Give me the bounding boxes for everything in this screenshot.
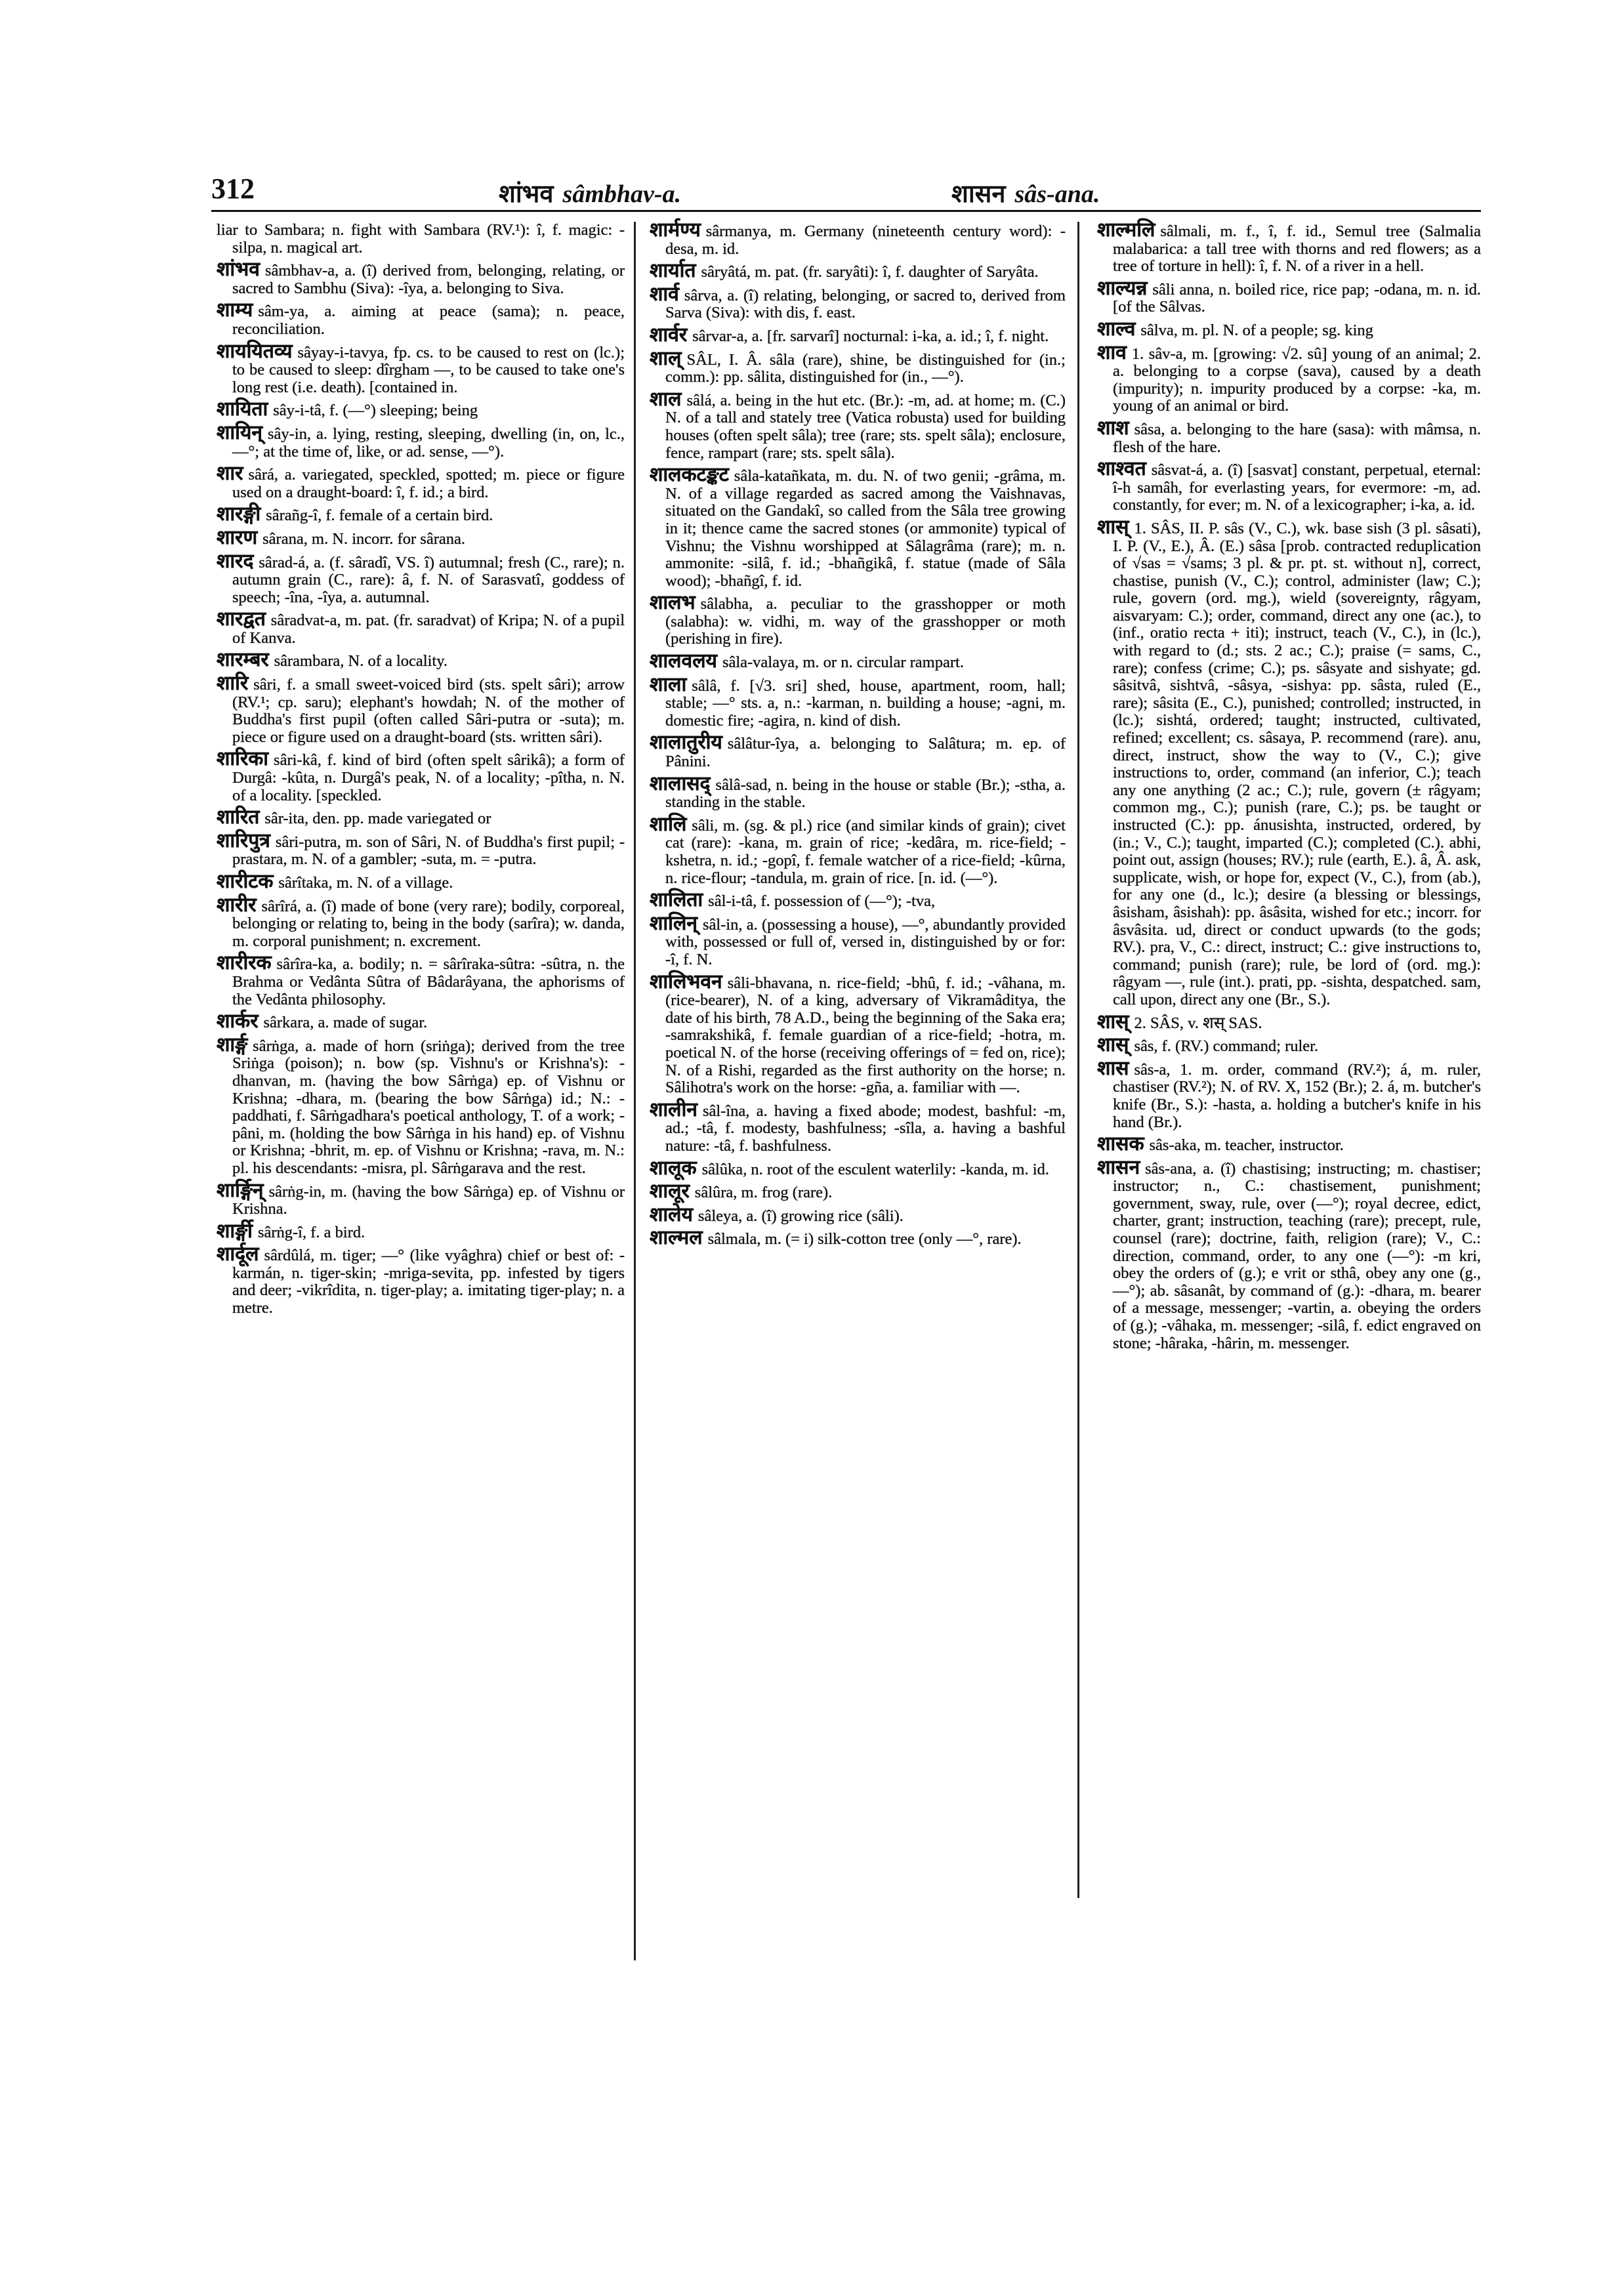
entry-text: sâli, m. (sg. & pl.) rice (and similar kinds of grain); civet cat (rare): -kana, m. grain of rice; -kedâra, m. rice-field; -kshetra, n. id.; -gopî, f. female watcher of a rice-field; -kûrna, n. rice-flour; -tandula, m. grain of rice. [n. id. (—°).	[665, 816, 1066, 887]
dictionary-entry	[650, 218, 1066, 258]
running-head-right-latin: sâs-ana.	[1014, 180, 1100, 208]
dictionary-entry	[217, 1243, 625, 1317]
headword-devanagari: शाला	[650, 672, 687, 696]
entry-text: sârana, m. N. incorr. for sârana.	[262, 529, 465, 548]
entry-text: sârva, a. (î) relating, belonging, or sacred to, derived from Sarva (Siva): with dis, f. east.	[665, 286, 1066, 322]
running-head-right	[951, 176, 1100, 210]
entry-text: 2. SÂS, v. शस् SAS.	[1134, 1014, 1262, 1032]
entry-text: sârambara, N. of a locality.	[274, 652, 448, 671]
dictionary-entry	[1097, 1056, 1481, 1131]
dictionary-entry	[1097, 1033, 1481, 1057]
headword-devanagari: शार्दूल	[217, 1243, 259, 1266]
entry-text: sâlâ, f. [√3. sri] shed, house, apartment, room, hall; stable; —° sts. a, n.: -karman, n. building a house; -agni, m. domestic fire; -agira, n. kind of dish.	[665, 676, 1066, 730]
dictionary-entry	[217, 829, 625, 869]
headword-devanagari: शाम्य	[217, 299, 253, 322]
entry-text: sâyay-i-tavya, fp. cs. to be caused to rest on (lc.); to be caused to sleep: dîrgham —, to be caused to take one's long rest (i.e. death). [contained in.	[232, 343, 625, 396]
entry-text: sârañg-î, f. female of a certain bird.	[266, 507, 493, 525]
headword-devanagari: शास्	[1097, 515, 1129, 539]
headword-devanagari: शार्व	[650, 282, 679, 306]
dictionary-entry	[1097, 457, 1481, 514]
headword-devanagari: शालेय	[650, 1203, 693, 1226]
headword-devanagari: शार्ङ्गी	[217, 1219, 253, 1243]
dictionary-entry	[650, 888, 1066, 912]
entry-text: sâla-valaya, m. or n. circular rampart.	[722, 653, 964, 672]
running-head-left	[499, 176, 681, 210]
entry-text: sârmanya, m. Germany (nineteenth century word): -desa, m. id.	[665, 222, 1066, 258]
dictionary-entry	[217, 222, 625, 257]
entry-text: sârkara, a. made of sugar.	[263, 1014, 428, 1032]
headword-devanagari: शालि	[650, 812, 687, 836]
headword-devanagari: शालूर	[650, 1180, 690, 1203]
dictionary-entry	[1097, 1010, 1481, 1033]
headword-devanagari: शालवलय	[650, 650, 717, 673]
dictionary-entry	[217, 258, 625, 297]
entry-text: sây-in, a. lying, resting, sleeping, dwelling (in, on, lc., —°; at the time of, like, or ad. sense, —°).	[232, 424, 625, 461]
headword-devanagari: शार्कर	[217, 1010, 259, 1033]
dictionary-entry	[650, 346, 1066, 386]
dictionary-entry	[217, 339, 625, 397]
headword-devanagari: शाश	[1097, 416, 1129, 440]
dictionary-entry	[217, 870, 625, 893]
headword-devanagari: शालकटङ्कट	[650, 463, 729, 487]
column-middle	[650, 218, 1066, 1253]
headword-devanagari: शार्वर	[650, 323, 688, 346]
headword-devanagari: शालूक	[650, 1156, 697, 1180]
headword-devanagari: शारङ्गी	[217, 503, 261, 526]
entry-text: sârvar-a, a. [fr. sarvarî] nocturnal: i-ka, a. id.; î, f. night.	[692, 327, 1049, 345]
dictionary-entry	[650, 1226, 1066, 1250]
entry-text: sâlûka, n. root of the esculent waterlily: -kanda, m. id.	[701, 1160, 1049, 1178]
dictionary-entry	[1097, 218, 1481, 276]
entry-text: sâla-katañkata, m. du. N. of two genii; -grâma, m. N. of a village regarded as sacred among the Vaishnavas, situated on the Gandakî, so called from the Sâla tree growing in it; thence came the sacred stones (or ammonite) typical of Vishnu; the Vishnu worshipped at Sâlagrâma (rare); m. n. ammonite: -silâ, f. id.; -bhañgikâ, f. statue (made of Sâla wood); -bhañgî, f. id.	[665, 467, 1066, 590]
entry-text: sâlâtur-îya, a. belonging to Salâtura; m. ep. of Pânini.	[665, 735, 1066, 771]
dictionary-entry	[217, 398, 625, 421]
entry-text: sâryâtá, m. pat. (fr. saryâti): î, f. daughter of Saryâta.	[701, 263, 1039, 281]
column-divider	[634, 222, 636, 1960]
headword-devanagari: शालिन्	[650, 911, 697, 935]
headword-devanagari: शारण	[217, 526, 258, 549]
headword-devanagari: शारीटक	[217, 870, 274, 893]
headword-devanagari: शाव	[1097, 341, 1127, 364]
dictionary-entry	[217, 526, 625, 549]
dictionary-entry	[217, 421, 625, 461]
dictionary-entry	[650, 387, 1066, 462]
dictionary-entry	[650, 282, 1066, 322]
headword-devanagari: शालासद्	[650, 772, 711, 795]
headword-devanagari: शास्	[1097, 1010, 1129, 1033]
dictionary-entry	[650, 1098, 1066, 1155]
headword-devanagari: शाल्यन्न	[1097, 276, 1148, 300]
headword-devanagari: शाययितव्य	[217, 339, 293, 363]
entry-text: liar to Sambara; n. fight with Sambara (RV.¹): î, f. magic: -silpa, n. magical art.	[217, 221, 625, 257]
entry-text: sâri, f. a small sweet-voiced bird (sts. spelt sâri); arrow (RV.¹; cp. saru); elephant's howdah; N. of the mother of Buddha's first pupil (often called Sâri-putra or -suta); m. piece or figure used on a draught-board (sts. written sâri).	[232, 676, 625, 746]
entry-text: sâl-îna, a. having a fixed abode; modest, bashful: -m, ad.; -tâ, f. modesty, bashfulness; -sîla, a. having a bashful nature: -tâ, f. bashfulness.	[665, 1102, 1066, 1155]
entry-text: 1. sâv-a, m. [growing: √2. sû] young of an animal; 2. a. belonging to a corpse (sava), caused by a death (impurity); n. impurity produced by a corpse: -ka, m. young of an animal or bird.	[1113, 344, 1481, 415]
entry-text: sârá, a. variegated, speckled, spotted; m. piece or figure used on a draught-board: î, f. id.; a bird.	[232, 466, 625, 501]
entry-text: sâlá, a. being in the hut etc. (Br.): -m, ad. at home; m. (C.) N. of a tall and stately tree (Vatica robusta) used for building houses (often spelt sâla); tree (rare; sts. spelt sâla); enclosure, fence, rampart (rare; sts. spelt sâla).	[665, 391, 1066, 462]
entry-text: sârîtaka, m. N. of a village.	[278, 874, 453, 892]
running-head-right-devanagari: शासन	[951, 180, 1006, 208]
entry-text: sâradvat-a, m. pat. (fr. saradvat) of Kripa; N. of a pupil of Kanva.	[232, 611, 625, 647]
dictionary-entry	[1097, 317, 1481, 341]
page-number: 312	[211, 173, 255, 205]
headword-devanagari: शाश्वत	[1097, 457, 1146, 481]
entry-text: sâs-ana, a. (î) chastising; instructing; m. chastiser; instructor; n., C.: chastisement, punishment; government, sway, rule, over (—°); royal decree, edict, charter, grant; instruction, teaching (rare); precept, rule, counsel (rare); doctrine, faith, religion (rare); V., C.: direction, command, order, to any one (—°): -m kri, obey the orders of (g.); e vrit or sthâ, obey any one (g., —°); ab. sâsanât, by command of (g.): -dhara, m. bearer of a message, messenger; -vartin, a. obeying the orders of (g.); -vâhaka, m. messenger; -silâ, f. edict engraved on stone; -hâraka, -hârin, m. messenger.	[1113, 1159, 1481, 1352]
dictionary-entry	[650, 911, 1066, 969]
dictionary-entry	[650, 650, 1066, 673]
entry-text: sâri-putra, m. son of Sâri, N. of Buddha's first pupil; -prastara, m. N. of a gambler; -suta, m. = -putra.	[232, 833, 625, 869]
headword-devanagari: शालीन	[650, 1098, 697, 1121]
dictionary-entry	[217, 462, 625, 501]
headword-devanagari: शार्ङ्ग	[217, 1033, 248, 1056]
dictionary-entry	[650, 672, 1066, 730]
dictionary-entry	[1097, 341, 1481, 415]
dictionary-entry	[1097, 416, 1481, 456]
entry-text: sâlabha, a. peculiar to the grasshopper or moth (salabha): w. vidhi, m. way of the grasshopper or moth (perishing in fire).	[665, 595, 1066, 648]
entry-text: sâs-aka, m. teacher, instructor.	[1149, 1136, 1344, 1155]
headword-devanagari: शार्ङ्गिन्	[217, 1178, 264, 1202]
dictionary-entry	[217, 1010, 625, 1033]
entry-text: sâm-ya, a. aiming at peace (sama); n. peace, reconciliation.	[232, 302, 625, 338]
dictionary-entry	[217, 648, 625, 672]
dictionary-entry	[650, 1180, 1066, 1203]
dictionary-entry	[217, 503, 625, 526]
entry-text: sârad-á, a. (f. sâradî, VS. î) autumnal; fresh (C., rare); n. autumn grain (C., rare): â, f. N. of Sarasvatî, goddess of speech; -îna, -îya, a. autumnal.	[232, 553, 625, 606]
entry-text: sâr-ita, den. pp. made variegated or	[264, 810, 491, 828]
headword-devanagari: शारिपुत्र	[217, 829, 270, 852]
entry-text: sâsa, a. belonging to the hare (sasa): with mâmsa, n. flesh of the hare.	[1113, 420, 1481, 456]
entry-text: sâl-i-tâ, f. possession of (—°); -tva,	[708, 892, 936, 911]
dictionary-entry	[1097, 515, 1481, 1009]
headword-devanagari: शालिभवन	[650, 970, 722, 993]
entry-text: sârdûlá, m. tiger; —° (like vyâghra) chief or best of: -karmán, n. tiger-skin; -mriga-sevita, pp. infested by tigers and deer; -vikrîdita, n. tiger-play; a. imitating tiger-play; n. a metre.	[232, 1247, 625, 1317]
entry-text: sâli anna, n. boiled rice, rice pap; -odana, m. n. id. [of the Sâlvas.	[1113, 280, 1481, 316]
headword-devanagari: शाल	[650, 387, 682, 411]
entry-text: sâlmali, m. f., î, f. id., Semul tree (Salmalia malabarica: a tall tree with thorns and red flowers; as a tree of torture in hell): î, f. N. of a river in a hell.	[1113, 222, 1481, 276]
dictionary-entry	[650, 1156, 1066, 1180]
dictionary-entry	[217, 608, 625, 647]
entry-text: sâsvat-á, a. (î) [sasvat] constant, perpetual, eternal: î-h samâh, for everlasting years, for evermore: -m, ad. constantly, for ever; m. N. of a lexicographer; i-ka, a. id.	[1113, 461, 1481, 514]
entry-text: sâmbhav-a, a. (î) derived from, belonging, relating, or sacred to Sambhu (Siva): -îya, a. belonging to Siva.	[232, 262, 625, 297]
headword-devanagari: शालिता	[650, 888, 703, 912]
headword-devanagari: शारद्वत	[217, 608, 266, 631]
headword-devanagari: शार्यात	[650, 259, 696, 283]
dictionary-entry	[1097, 1132, 1481, 1156]
dictionary-entry	[217, 893, 625, 951]
entry-text: sâlva, m. pl. N. of a people; sg. king	[1140, 321, 1373, 339]
headword-devanagari: शायिन्	[217, 421, 262, 444]
headword-devanagari: शासक	[1097, 1132, 1144, 1156]
header-rule	[211, 210, 1481, 212]
dictionary-entry	[217, 549, 625, 607]
column-right	[1097, 218, 1481, 1357]
headword-devanagari: शारीरक	[217, 951, 272, 975]
dictionary-entry	[217, 672, 625, 746]
headword-devanagari: शार्मण्य	[650, 218, 701, 241]
entry-text: sâri-kâ, f. kind of bird (often spelt sârikâ); a form of Durgâ: -kûta, n. Durgâ's peak, N. of a locality; -pîtha, n. N. of a locality. [speckled.	[232, 751, 625, 804]
headword-devanagari: शारित	[217, 806, 260, 829]
dictionary-entry	[217, 299, 625, 338]
entry-text: sâs-a, 1. m. order, command (RV.²); á, m. ruler, chastiser (RV.²); N. of RV. X, 152 (Br.); 2. á, m. butcher's knife (Br., S.): -hasta, a. holding a butcher's knife in his hand (Br.).	[1113, 1060, 1481, 1131]
entry-text: sâleya, a. (î) growing rice (sâli).	[697, 1207, 904, 1225]
running-head-left-latin: sâmbhav-a.	[562, 180, 682, 208]
dictionary-entry	[217, 747, 625, 804]
dictionary-entry	[650, 591, 1066, 648]
dictionary-entry	[1097, 1155, 1481, 1353]
dictionary-entry	[217, 1033, 625, 1178]
entry-text: sâlâ-sad, n. being in the house or stable (Br.); -stha, a. standing in the stable.	[665, 775, 1066, 812]
column-left	[217, 222, 625, 1322]
headword-devanagari: शार	[217, 462, 243, 486]
headword-devanagari: शारम्बर	[217, 648, 269, 672]
headword-devanagari: शारद	[217, 549, 254, 573]
headword-devanagari: शास	[1097, 1056, 1129, 1080]
headword-devanagari: शास्	[1097, 1033, 1129, 1057]
dictionary-entry	[1097, 276, 1481, 316]
dictionary-entry	[217, 951, 625, 1008]
entry-text: 1. SÂS, II. P. sâs (V., C.), wk. base sish (3 pl. sâsati), I. P. (V., E.), Â. (E.) sâsa [prob. contracted reduplication of √sas = √sams; 3 pl. & pr. pt. st. without n], correct, chastise, punish (V., C.); control, administer (law; C.); rule, govern (ord. mg.), wield (sovereignty, râgyam, aisvaryam: C.); order, command, direct any one (ac.), to (inf., oratio recta + iti); instruct, teach (V., C.), in (lc.), with regard to (d.; sts. 2 ac.; C.); praise (= sams, C., rare); confess (crime; C.); ps. sâsyate and sishyate; gd. sâsitvâ, sishtvâ, -sâsya, -sishya: pp. sâsta, ruled (E., rare); sâsita (E., C.), punished; controlled; instructed, in (lc.); sishtá, ordered; taught; instructed, cultivated, refined; excellent; cs. sâsaya, P. recommend (rare). anu, direct, instruct, show the way to (V., C.); give instructions to, order, command (an inferior, C.); teach any one anything (2 ac.; C.); rule, govern (± râgyam; common mg., C.); punish (rare, C.); ps. be taught or instructed (C.): pp. ánusishta, instructed, ordered, by (in.; V., C.); taught, imparted (C.); completed (C.). abhi, point out, assign (houses; RV.); rule (earth, E.). â, Â. ask, supplicate, wish, or hope for, expect (V., C.), from (ab.), for any one (d., lc.); desire (a blessing or blessings, âsisham, âsishah): pp. âsâsita, wished for etc.; incorr. for âsvâsita. ud, direct or conduct upwards (to the gods; RV.). pra, V., C.: direct, instruct; C.: give instructions to, command; punish (rare); rule, be lord of (ord. mg.): râgyam —, rule (int.). prati, pp. -sishta, despatched. sam, call upon, direct any one (Br., S.).	[1113, 519, 1481, 1008]
entry-text: sâlûra, m. frog (rare).	[694, 1184, 833, 1202]
entry-text: sâli-bhavana, n. rice-field; -bhû, f. id.; -vâhana, m. (rice-bearer), N. of a king, adversary of Vikramâditya, the date of his birth, 78 A.D., being the beginning of the Saka era; -samrakshikâ, f. female guardian of a rice-field; -hotra, m. poetical N. of the horse (receiving offerings of = fed on, rice); N. of a Rishi, regarded as the first authority on the horse; n. Sâlihotra's work on the horse: -gña, a. familiar with —.	[665, 974, 1066, 1097]
headword-devanagari: शालातुरीय	[650, 731, 722, 755]
dictionary-entry	[650, 323, 1066, 346]
entry-text: sây-i-tâ, f. (—°) sleeping; being	[273, 402, 478, 420]
dictionary-entry	[217, 1219, 625, 1243]
headword-devanagari: शाल्व	[1097, 317, 1136, 341]
headword-devanagari: शायिता	[217, 398, 268, 421]
column-divider	[1077, 222, 1079, 1898]
entry-text: sârîrá, a. (î) made of bone (very rare); bodily, corporeal, belonging or relating to, being in the body (sarîra); w. danda, m. corporal punishment; n. excrement.	[232, 897, 625, 950]
dictionary-entry	[650, 812, 1066, 887]
entry-text: sârṅga, a. made of horn (sriṅga); derived from the tree Sriṅga (poison); n. bow (sp. Vishnu's or Krishna's): -dhanvan, m. (having the bow Sârṅga) ep. of Vishnu or Krishna; -dhara, m. (bearing the bow Sârṅga) id.; N.: -paddhati, f. Sârṅgadhara's poetical anthology, T. of a work; -pâni, m. (holding the bow Sârṅga in his hand) ep. of Vishnu or Krishna; -bhrit, m. ep. of Vishnu or Krishna; -rava, m. N.: pl. his descendants: -misra, pl. Sârṅgarava and the rest.	[232, 1037, 625, 1177]
entry-text: sârṅg-î, f. a bird.	[257, 1223, 365, 1241]
headword-devanagari: शालभ	[650, 591, 696, 615]
dictionary-entry	[217, 1178, 625, 1218]
dictionary-entry	[650, 463, 1066, 590]
dictionary-entry	[650, 731, 1066, 771]
headword-devanagari: शारीर	[217, 893, 257, 917]
entry-text: sâlmala, m. (= i) silk-cotton tree (only —°, rare).	[707, 1230, 1022, 1249]
entry-text: sâl-in, a. (possessing a house), —°, abundantly provided with, possessed or full of, versed in, distinguished by or for: -î, f. N.	[665, 915, 1066, 968]
headword-devanagari: शाल्मलि	[1097, 218, 1156, 241]
headword-devanagari: शासन	[1097, 1155, 1140, 1179]
entry-text: sârṅg-in, m. (having the bow Sârṅga) ep. of Vishnu or Krishna.	[232, 1182, 625, 1218]
running-head-left-devanagari: शांभव	[499, 180, 554, 208]
headword-devanagari: शाल्	[650, 346, 682, 370]
dictionary-entry	[650, 772, 1066, 812]
entry-text: sârîra-ka, a. bodily; n. = sârîraka-sûtra: -sûtra, n. the Brahma or Vedânta Sûtra of Bâdarâyana, the aphorisms of the Vedânta philosophy.	[232, 955, 625, 1008]
headword-devanagari: शाल्मल	[650, 1226, 703, 1250]
dictionary-entry	[650, 970, 1066, 1097]
entry-text: sâs, f. (RV.) command; ruler.	[1134, 1037, 1319, 1056]
headword-devanagari: शारिका	[217, 747, 269, 771]
dictionary-entry	[217, 806, 625, 829]
dictionary-entry	[650, 1203, 1066, 1226]
headword-devanagari: शांभव	[217, 258, 260, 281]
entry-text: SÂL, I. Â. sâla (rare), shine, be distinguished for (in.; comm.): pp. sâlita, distinguished for (in., —°).	[665, 350, 1066, 386]
dictionary-entry	[650, 259, 1066, 283]
headword-devanagari: शारि	[217, 672, 249, 695]
